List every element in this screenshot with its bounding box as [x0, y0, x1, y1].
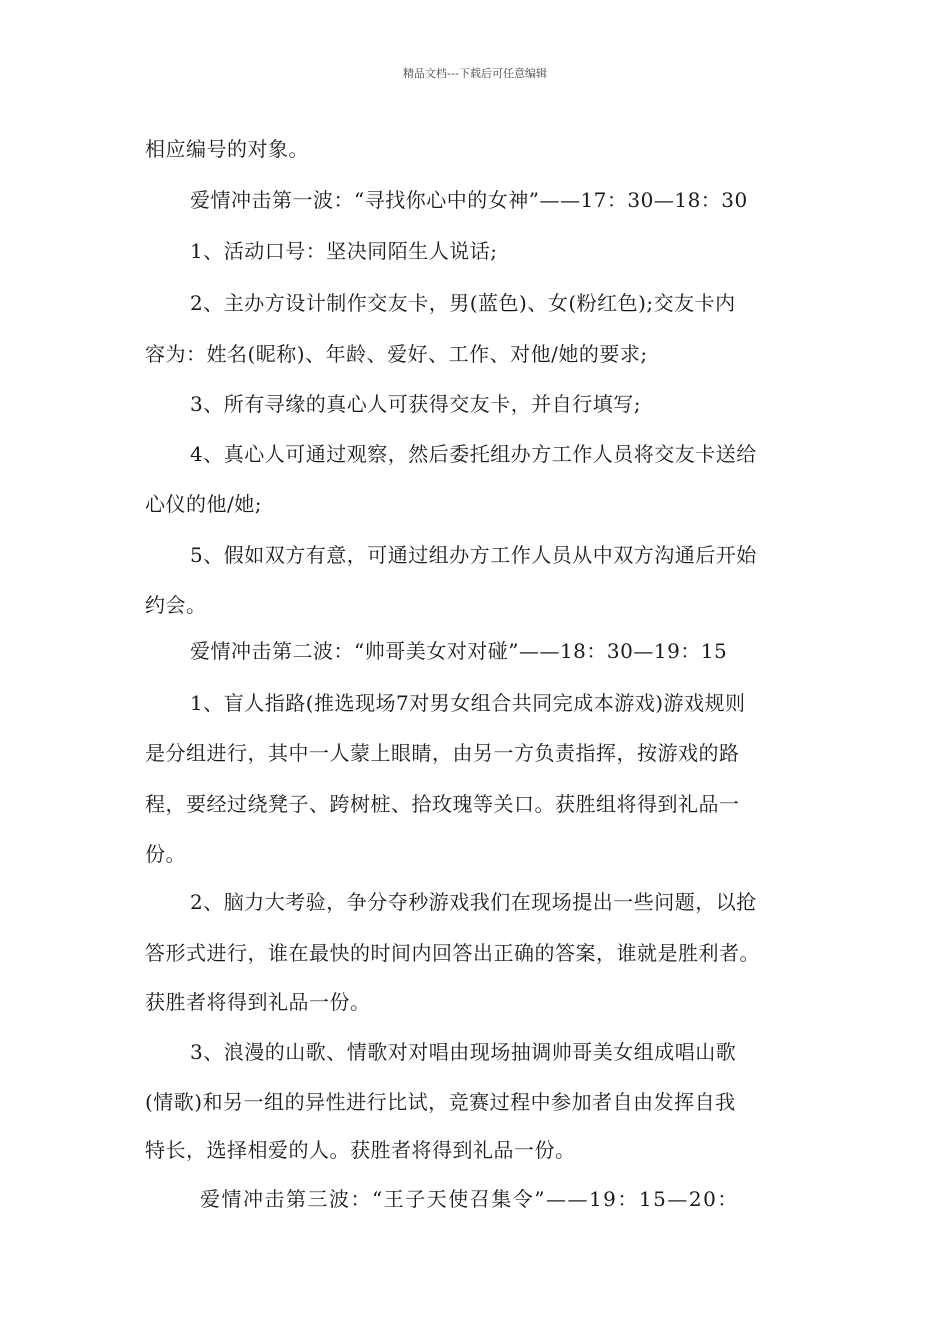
- text-line: 心仪的他/她;: [145, 492, 262, 516]
- text-line: 2、脑力大考验，争分夺秒游戏我们在现场提出一些问题，以抢: [190, 890, 757, 914]
- text-line: 程，要经过绕凳子、跨树桩、拾玫瑰等关口。获胜组将得到礼品一: [145, 792, 740, 816]
- text-line: (情歌)和另一组的异性进行比试，竞赛过程中参加者自由发挥自我: [145, 1090, 736, 1114]
- text-line: 1、活动口号：坚决同陌生人说话;: [190, 239, 498, 263]
- text-line: 获胜者将得到礼品一份。: [145, 990, 371, 1014]
- text-line: 答形式进行，谁在最快的时间内回答出正确的答案，谁就是胜利者。: [145, 941, 760, 965]
- page-header: 精品文档---下载后可任意编辑: [403, 67, 547, 80]
- text-line: 1、盲人指路(推选现场7对男女组合共同完成本游戏)游戏规则: [190, 691, 746, 715]
- text-line: 3、浪漫的山歌、情歌对对唱由现场抽调帅哥美女组成唱山歌: [190, 1040, 737, 1064]
- text-line: 约会。: [145, 593, 207, 617]
- text-line: 相应编号的对象。: [145, 137, 309, 161]
- text-line: 是分组进行，其中一人蒙上眼睛，由另一方负责指挥，按游戏的路: [145, 741, 740, 765]
- text-line: 2、主办方设计制作交友卡，男(蓝色)、女(粉红色);交友卡内: [190, 291, 736, 315]
- text-line: 特长，选择相爱的人。获胜者将得到礼品一份。: [145, 1138, 576, 1162]
- text-line: 份。: [145, 842, 186, 866]
- section-heading: 爱情冲击第一波：“寻找你心中的女神”——17：30—18：30: [190, 188, 748, 212]
- text-line: 3、所有寻缘的真心人可获得交友卡，并自行填写;: [190, 392, 641, 416]
- section-heading: 爱情冲击第二波：“帅哥美女对对碰”——18：30—19：15: [190, 639, 728, 663]
- section-heading: 爱情冲击第三波：“王子天使召集令”——19：15—20：: [200, 1187, 739, 1211]
- text-line: 容为：姓名(昵称)、年龄、爱好、工作、对他/她的要求;: [145, 342, 648, 366]
- text-line: 4、真心人可通过观察，然后委托组办方工作人员将交友卡送给: [190, 442, 757, 466]
- text-line: 5、假如双方有意，可通过组办方工作人员从中双方沟通后开始: [190, 543, 757, 567]
